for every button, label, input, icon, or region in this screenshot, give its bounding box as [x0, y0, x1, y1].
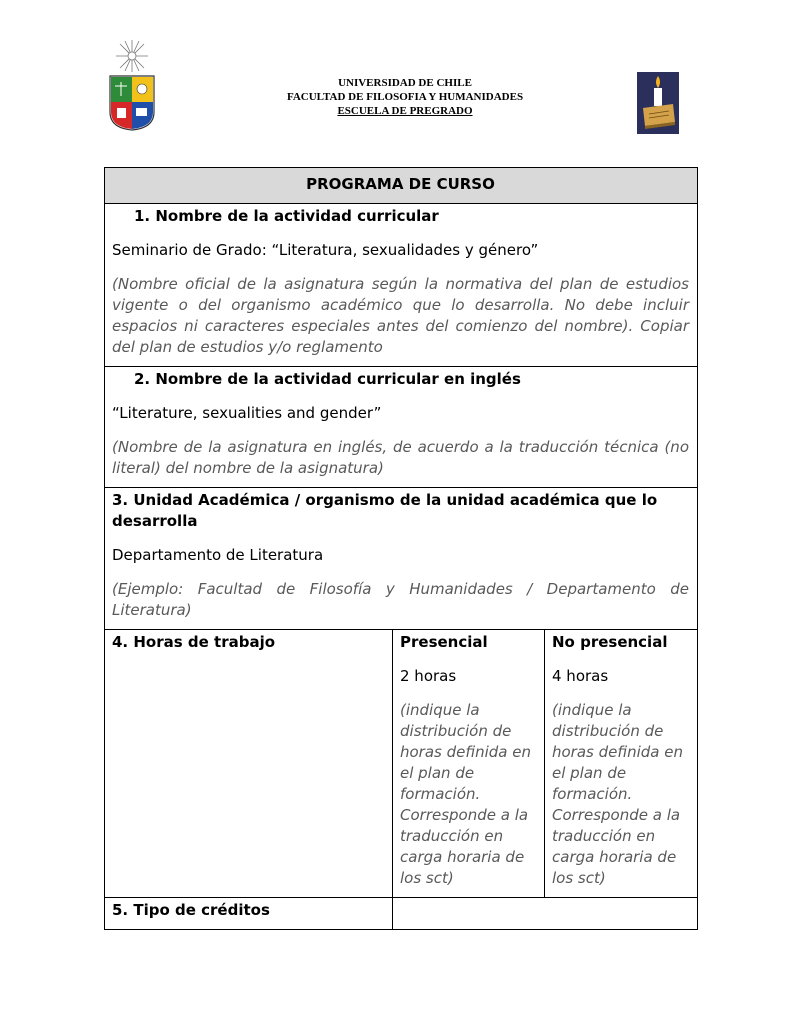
credit-type-value: [393, 898, 698, 930]
faculty-name: FACULTAD DE FILOSOFIA Y HUMANIDADES: [286, 91, 524, 103]
section-1-heading: [112, 206, 689, 227]
presencial-hours-value: 2 horas: [400, 667, 457, 685]
section-2-heading: [112, 369, 689, 390]
no-presencial-cell: [545, 630, 698, 898]
presencial-label: Presencial: [400, 633, 488, 651]
presencial-hint: (indique la distribución de horas definida en el plan de formación. Corresponde a la traducción en carga horaria de los sct): [400, 701, 531, 887]
section-4-heading: 4. Horas de trabajo: [112, 633, 276, 651]
university-shield-logo: [108, 38, 156, 132]
section-2-number: 2.: [134, 370, 151, 388]
section-4: [105, 630, 698, 898]
course-name-hint: (Nombre oficial de la asignatura según la normativa del plan de estudios vigente o del organismo académico que lo desarrolla. No debe incluir espacios ni caracteres especiales antes del comienzo del nombre). Copiar del plan de estudios y/o reglamento: [112, 275, 689, 356]
university-name: UNIVERSIDAD DE CHILE: [338, 77, 472, 89]
section-2: [105, 367, 698, 488]
no-presencial-hint: (indique la distribución de horas definida en el plan de formación. Corresponde a la traducción en carga horaria de los sct): [552, 701, 683, 887]
school-name: ESCUELA DE PREGRADO: [337, 105, 473, 117]
section-3-heading: 3. Unidad Académica / organismo de la unidad académica que lo desarrolla: [112, 491, 658, 530]
course-name-value: Seminario de Grado: “Literatura, sexualidades y género”: [112, 241, 539, 259]
academic-unit-value: Departamento de Literatura: [112, 546, 324, 564]
english-name-hint: (Nombre de la asignatura en inglés, de acuerdo a la traducción técnica (no literal) del nombre de la asignatura): [112, 438, 689, 477]
form-title: PROGRAMA DE CURSO: [105, 168, 698, 204]
academic-unit-hint: (Ejemplo: Facultad de Filosofía y Humanidades / Departamento de Literatura): [112, 580, 689, 619]
section-3: [105, 488, 698, 630]
section-1-heading-text: Nombre de la actividad curricular: [155, 207, 439, 225]
section-1: [105, 204, 698, 367]
no-presencial-label: No presencial: [552, 633, 668, 651]
faculty-book-logo: [637, 72, 679, 134]
english-name-value: “Literature, sexualities and gender”: [112, 404, 382, 422]
course-program-table: [104, 167, 698, 930]
section-5: [105, 898, 698, 930]
presencial-cell: [393, 630, 545, 898]
document-header: [230, 76, 580, 118]
section-2-heading-text: Nombre de la actividad curricular en inglés: [155, 370, 521, 388]
no-presencial-hours-value: 4 horas: [552, 667, 609, 685]
section-5-heading: 5. Tipo de créditos: [112, 901, 270, 919]
section-1-number: 1.: [134, 207, 151, 225]
